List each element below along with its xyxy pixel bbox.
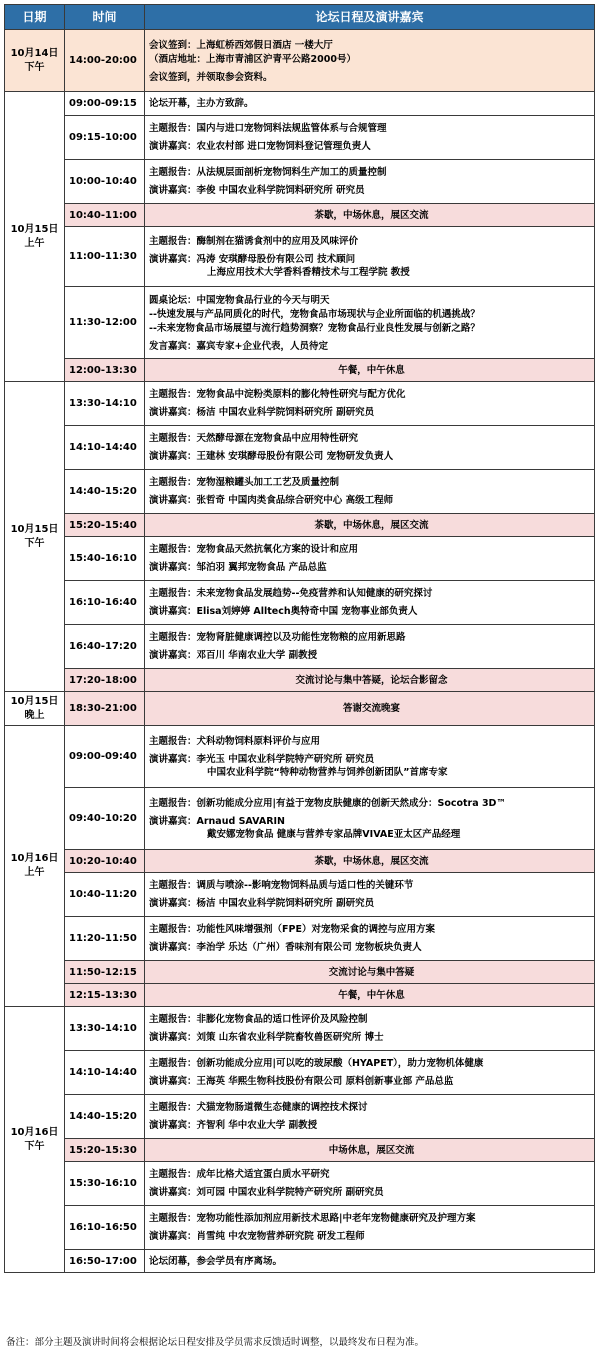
content-cell bbox=[145, 92, 595, 116]
time-cell: 15:30-16:10 bbox=[65, 1162, 145, 1206]
time-cell: 14:40-15:20 bbox=[65, 1095, 145, 1139]
content-cell bbox=[145, 227, 595, 287]
content-line: 午餐，中午休息 bbox=[338, 989, 405, 1001]
time-cell: 13:30-14:10 bbox=[65, 382, 145, 426]
content-cell bbox=[145, 873, 595, 917]
content-cell bbox=[145, 30, 595, 92]
content-line: 会议签到，并领取参会资料。 bbox=[149, 71, 273, 83]
content-cell bbox=[145, 581, 595, 625]
content-line: 演讲嘉宾：杨洁 中国农业科学院饲料研究所 副研究员 bbox=[149, 898, 375, 909]
time-cell: 11:00-11:30 bbox=[65, 227, 145, 287]
content-line: 演讲嘉宾：邓百川 华南农业大学 副教授 bbox=[149, 650, 318, 661]
content-cell bbox=[145, 625, 595, 669]
content-line: --快速发展与产品同质化的时代，宠物食品市场现状与企业所面临的机遇挑战？ bbox=[149, 308, 480, 320]
content-line: 发言嘉宾：嘉宾专家+企业代表，人员待定 bbox=[149, 340, 328, 352]
table-row bbox=[5, 204, 595, 227]
time-cell: 11:50-12:15 bbox=[65, 961, 145, 984]
time-cell: 14:00-20:00 bbox=[65, 30, 145, 92]
time-cell: 09:40-10:20 bbox=[65, 788, 145, 850]
content-cell bbox=[145, 537, 595, 581]
content-cell bbox=[145, 1162, 595, 1206]
table-row bbox=[5, 1051, 595, 1095]
time-cell: 16:10-16:40 bbox=[65, 581, 145, 625]
content-line: 演讲嘉宾：肖雪纯 中农宠物营养研究院 研发工程师 bbox=[149, 1231, 365, 1242]
content-cell bbox=[145, 984, 595, 1007]
content-line: 演讲嘉宾：Arnaud SAVARIN bbox=[149, 815, 285, 827]
content-line: 演讲嘉宾：李光玉 中国农业科学院特产研究所 研究员 bbox=[149, 753, 375, 765]
time-cell: 10:00-10:40 bbox=[65, 160, 145, 204]
content-line: 主题报告：成年比格犬适宜蛋白质水平研究 bbox=[149, 1169, 330, 1180]
table-row bbox=[5, 116, 595, 160]
time-cell: 15:20-15:40 bbox=[65, 514, 145, 537]
schedule-table bbox=[4, 4, 595, 1273]
table-row bbox=[5, 30, 595, 92]
content-line: 演讲嘉宾：张哲奇 中国肉类食品综合研究中心 高级工程师 bbox=[149, 495, 394, 506]
content-cell bbox=[145, 917, 595, 961]
content-cell bbox=[145, 514, 595, 537]
content-cell bbox=[145, 426, 595, 470]
content-line: 演讲嘉宾：刘策 山东省农业科学院畜牧兽医研究所 博士 bbox=[149, 1032, 384, 1043]
content-line: 主题报告：宠物食品天然抗氧化方案的设计和应用 bbox=[149, 544, 359, 555]
content-line: 答谢交流晚宴 bbox=[342, 703, 400, 714]
table-row bbox=[5, 961, 595, 984]
content-line: 主题报告：功能性风味增强剂（FPE）对宠物采食的调控与应用方案 bbox=[149, 924, 435, 935]
time-cell: 12:15-13:30 bbox=[65, 984, 145, 1007]
content-line: 交流讨论与集中答疑 bbox=[328, 966, 415, 978]
content-cell bbox=[145, 726, 595, 788]
time-cell: 15:40-16:10 bbox=[65, 537, 145, 581]
day-cell: 10月15日 上午 bbox=[5, 92, 65, 382]
table-row bbox=[5, 359, 595, 382]
content-line: 主题报告：未来宠物食品发展趋势--免疫营养和认知健康的研究探讨 bbox=[149, 588, 433, 599]
content-line: 主题报告：非膨化宠物食品的适口性评价及风险控制 bbox=[149, 1014, 368, 1025]
table-row bbox=[5, 160, 595, 204]
content-line: 茶歇，中场休息，展区交流 bbox=[314, 855, 429, 867]
content-line: 交流讨论与集中答疑，论坛合影留念 bbox=[295, 674, 448, 686]
content-cell bbox=[145, 1051, 595, 1095]
time-cell: 10:40-11:00 bbox=[65, 204, 145, 227]
content-cell bbox=[145, 1007, 595, 1051]
content-line: 主题报告：酶制剂在猫诱食剂中的应用及风味评价 bbox=[149, 235, 359, 247]
content-cell bbox=[145, 160, 595, 204]
time-cell: 12:00-13:30 bbox=[65, 359, 145, 382]
content-line: 戴安娜宠物食品 健康与营养专家品牌VIVAE亚太区产品经理 bbox=[207, 828, 461, 840]
content-cell bbox=[145, 1095, 595, 1139]
content-line: 演讲嘉宾：杨洁 中国农业科学院饲料研究所 副研究员 bbox=[149, 407, 375, 418]
content-line: 主题报告：从法规层面剖析宠物饲料生产加工的质量控制 bbox=[149, 167, 387, 178]
content-line: 中国农业科学院“特种动物营养与饲养创新团队”首席专家 bbox=[207, 766, 448, 778]
content-cell bbox=[145, 287, 595, 359]
content-line: 主题报告：创新功能成分应用|可以吃的玻尿酸（HYAPET），助力宠物机体健康 bbox=[149, 1058, 484, 1069]
content-line: 主题报告：犬科动物饲料原料评价与应用 bbox=[149, 735, 321, 747]
time-cell: 14:10-14:40 bbox=[65, 1051, 145, 1095]
content-cell bbox=[145, 204, 595, 227]
table-row bbox=[5, 726, 595, 788]
content-line: 演讲嘉宾：齐智利 华中农业大学 副教授 bbox=[149, 1120, 318, 1131]
time-cell: 09:00-09:15 bbox=[65, 92, 145, 116]
table-row bbox=[5, 382, 595, 426]
content-line: 圆桌论坛：中国宠物食品行业的今天与明天 bbox=[149, 294, 330, 306]
table-row bbox=[5, 514, 595, 537]
content-line: 主题报告：调质与喷涂--影响宠物饲料品质与适口性的关键环节 bbox=[149, 880, 414, 891]
time-cell: 10:20-10:40 bbox=[65, 850, 145, 873]
table-row bbox=[5, 1206, 595, 1250]
table-row bbox=[5, 227, 595, 287]
content-cell bbox=[145, 382, 595, 426]
table-row bbox=[5, 669, 595, 692]
content-line: 演讲嘉宾：王建林 安琪酵母股份有限公司 宠物研发负责人 bbox=[149, 451, 394, 462]
table-row bbox=[5, 92, 595, 116]
table-row bbox=[5, 581, 595, 625]
footnote: 备注：部分主题及演讲时间将会根据论坛日程安排及学员需求反馈适时调整，以最终发布日程为准。 bbox=[6, 1337, 425, 1348]
content-cell bbox=[145, 788, 595, 850]
content-line: 茶歇，中场休息，展区交流 bbox=[314, 209, 429, 221]
content-cell bbox=[145, 470, 595, 514]
table-row bbox=[5, 287, 595, 359]
header-date: 日期 bbox=[5, 5, 65, 30]
content-line: 主题报告：天然酵母源在宠物食品中应用特性研究 bbox=[149, 433, 359, 444]
content-line: 演讲嘉宾：冯涛 安琪酵母股份有限公司 技术顾问 bbox=[149, 253, 356, 265]
time-cell: 11:30-12:00 bbox=[65, 287, 145, 359]
content-line: 主题报告：宠物湿粮罐头加工工艺及质量控制 bbox=[149, 477, 340, 488]
content-line: 上海应用技术大学香料香精技术与工程学院 教授 bbox=[207, 266, 410, 278]
table-row bbox=[5, 788, 595, 850]
time-cell: 10:40-11:20 bbox=[65, 873, 145, 917]
content-line: 演讲嘉宾：Elisa刘婷婷 Alltech奥特奇中国 宠物事业部负责人 bbox=[149, 606, 418, 617]
content-line: 会议签到：上海虹桥西郊假日酒店 一楼大厅 bbox=[149, 39, 333, 51]
time-cell: 14:10-14:40 bbox=[65, 426, 145, 470]
content-line: 主题报告：宠物功能性添加剂应用新技术思路|中老年宠物健康研究及护理方案 bbox=[149, 1213, 476, 1224]
header-row bbox=[5, 5, 595, 30]
time-cell: 18:30-21:00 bbox=[65, 692, 145, 726]
time-cell: 16:40-17:20 bbox=[65, 625, 145, 669]
content-cell bbox=[145, 961, 595, 984]
content-line: 论坛开幕，主办方致辞。 bbox=[149, 98, 254, 109]
content-line: 演讲嘉宾：王海英 华熙生物科技股份有限公司 原料创新事业部 产品总监 bbox=[149, 1076, 454, 1087]
content-line: 主题报告：创新功能成分应用|有益于宠物皮肤健康的创新天然成分：Socotra 3D™ bbox=[149, 797, 506, 809]
day-cell: 10月16日 下午 bbox=[5, 1007, 65, 1273]
content-line: 演讲嘉宾：李俊 中国农业科学院饲料研究所 研究员 bbox=[149, 185, 365, 196]
content-line: （酒店地址：上海市青浦区沪青平公路2000号） bbox=[149, 53, 356, 65]
day-cell: 10月15日 晚上 bbox=[5, 692, 65, 726]
content-line: 演讲嘉宾：邹泊羽 翼邦宠物食品 产品总监 bbox=[149, 562, 327, 573]
content-line: 演讲嘉宾：农业农村部 进口宠物饲料登记管理负责人 bbox=[149, 141, 371, 152]
content-cell bbox=[145, 1139, 595, 1162]
table-row bbox=[5, 537, 595, 581]
table-row bbox=[5, 1095, 595, 1139]
table-row bbox=[5, 625, 595, 669]
content-line: 演讲嘉宾：李治学 乐达（广州）香味剂有限公司 宠物板块负责人 bbox=[149, 942, 422, 953]
content-line: 主题报告：犬猫宠物肠道微生态健康的调控技术探讨 bbox=[149, 1102, 368, 1113]
content-cell bbox=[145, 1250, 595, 1273]
content-line: 茶歇，中场休息，展区交流 bbox=[314, 519, 429, 531]
content-cell bbox=[145, 692, 595, 726]
time-cell: 16:50-17:00 bbox=[65, 1250, 145, 1273]
table-row bbox=[5, 1007, 595, 1051]
day-cell: 10月16日 上午 bbox=[5, 726, 65, 1007]
content-line: 主题报告：宠物肾脏健康调控以及功能性宠物粮的应用新思路 bbox=[149, 632, 406, 643]
time-cell: 16:10-16:50 bbox=[65, 1206, 145, 1250]
table-row bbox=[5, 850, 595, 873]
table-row bbox=[5, 470, 595, 514]
content-line: 主题报告：宠物食品中淀粉类原料的膨化特性研究与配方优化 bbox=[149, 389, 406, 400]
content-cell bbox=[145, 669, 595, 692]
content-line: 主题报告：国内与进口宠物饲料法规监管体系与合规管理 bbox=[149, 123, 387, 134]
content-line: 演讲嘉宾：刘可园 中国农业科学院特产研究所 副研究员 bbox=[149, 1187, 384, 1198]
table-row bbox=[5, 873, 595, 917]
time-cell: 09:00-09:40 bbox=[65, 726, 145, 788]
day-cell: 10月15日 下午 bbox=[5, 382, 65, 692]
content-line: 论坛闭幕，参会学员有序离场。 bbox=[149, 1255, 283, 1267]
time-cell: 11:20-11:50 bbox=[65, 917, 145, 961]
table-row bbox=[5, 1250, 595, 1273]
header-time: 时间 bbox=[65, 5, 145, 30]
day-cell: 10月14日 下午 bbox=[5, 30, 65, 92]
table-row bbox=[5, 1139, 595, 1162]
content-cell bbox=[145, 850, 595, 873]
content-line: 午餐，中午休息 bbox=[338, 364, 405, 376]
content-line: --未来宠物食品市场展望与流行趋势洞察？宠物食品行业良性发展与创新之路？ bbox=[149, 322, 480, 334]
table-row bbox=[5, 1162, 595, 1206]
time-cell: 13:30-14:10 bbox=[65, 1007, 145, 1051]
time-cell: 09:15-10:00 bbox=[65, 116, 145, 160]
time-cell: 17:20-18:00 bbox=[65, 669, 145, 692]
time-cell: 15:20-15:30 bbox=[65, 1139, 145, 1162]
content-line: 中场休息，展区交流 bbox=[328, 1144, 415, 1156]
table-row bbox=[5, 426, 595, 470]
time-cell: 14:40-15:20 bbox=[65, 470, 145, 514]
content-cell bbox=[145, 359, 595, 382]
table-row bbox=[5, 692, 595, 726]
content-cell bbox=[145, 116, 595, 160]
table-row bbox=[5, 984, 595, 1007]
header-topic: 论坛日程及演讲嘉宾 bbox=[145, 5, 595, 30]
content-cell bbox=[145, 1206, 595, 1250]
table-row bbox=[5, 917, 595, 961]
